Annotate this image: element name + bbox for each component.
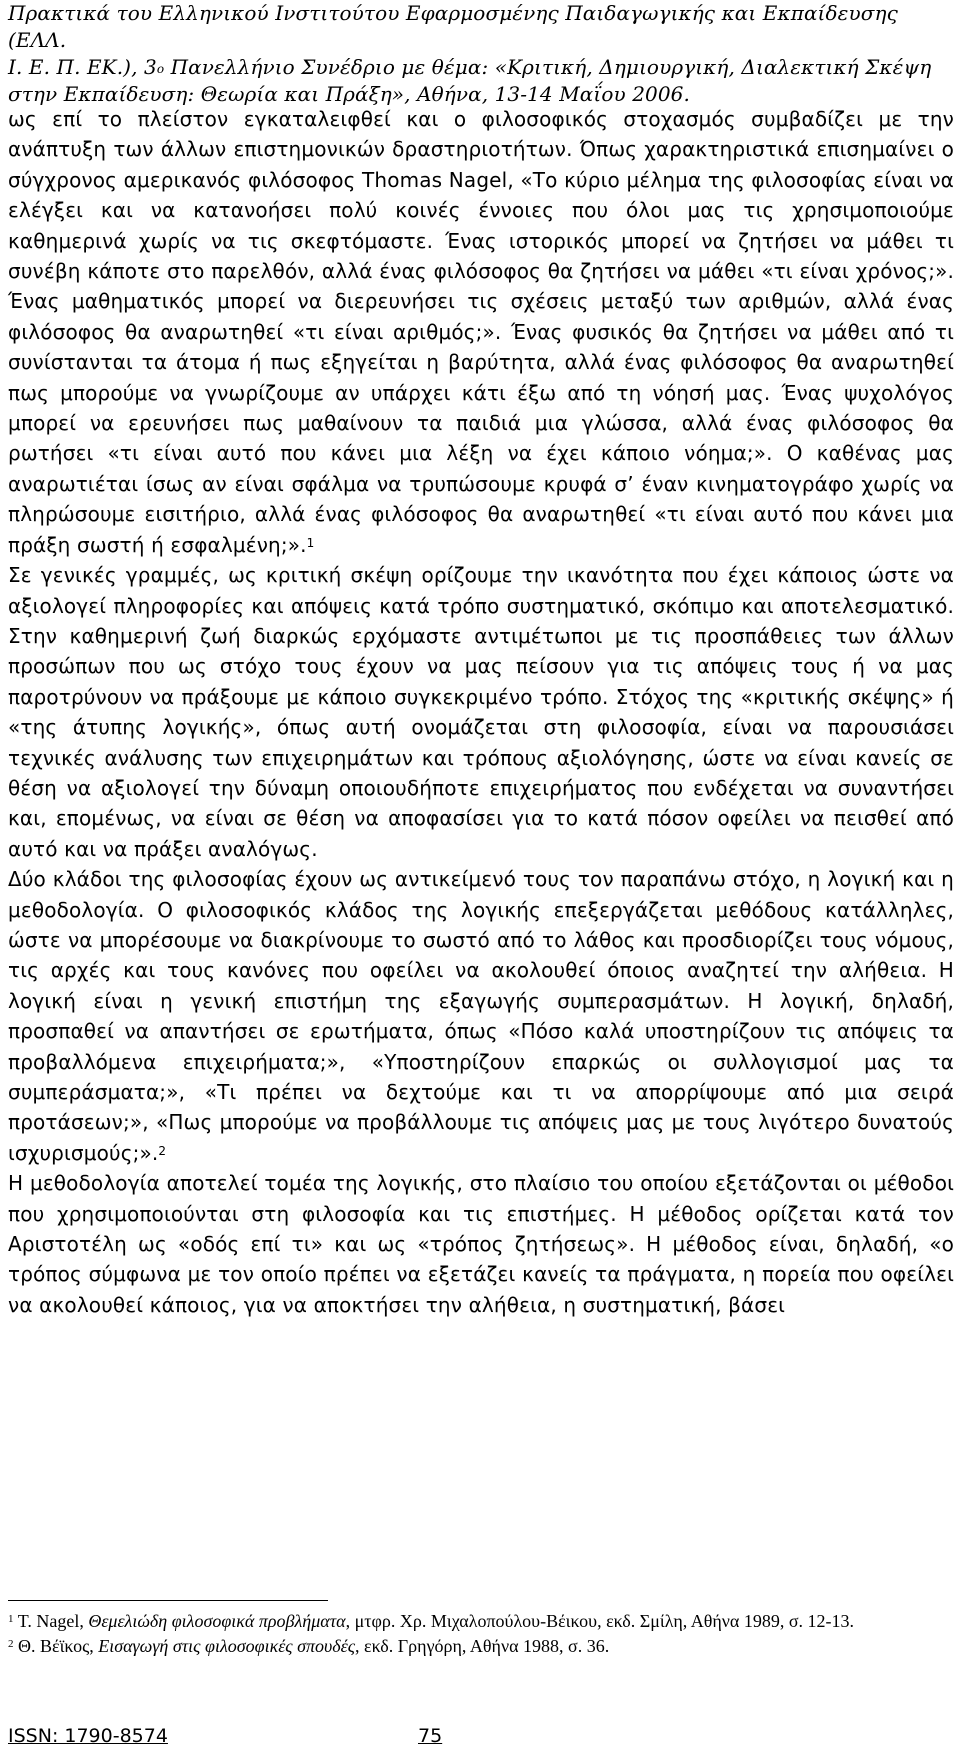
footnote-1 bbox=[8, 1610, 954, 1633]
issn-label: ISSN: 1790-8574 bbox=[8, 1725, 168, 1747]
paragraph-3 bbox=[8, 864, 954, 1168]
footnote-ref-1[interactable]: 1 bbox=[306, 535, 315, 550]
footnote-1-details: , μτφρ. Χρ. Μιχαλοπούλου-Βέικου, εκδ. Σμίλη, Αθήνα 1989, σ. 12-13. bbox=[345, 1611, 855, 1631]
running-header bbox=[8, 0, 953, 108]
paragraph-1-text: ως επί το πλείστον εγκαταλειφθεί και ο φιλοσοφικός στοχασμός συμβαδίζει με την ανάπτυξη των άλλων επιστημονικών δραστηριοτήτων. Όπως χαρακτηριστικά επισημαίνει ο σύγχρονος αμερικανός φιλόσοφος Thomas Nagel, «Το κύριο μέλημα της φιλοσοφίας είναι να ελέγξει και να κατανοήσει πολύ κοινές έννοιες που όλοι μας τις χρησιμοποιούμε καθημερινά χωρίς να τις σκεφτόμαστε. Ένας ιστορικός μπορεί να ζητήσει να μάθει τι συνέβη κάποτε στο παρελθόν, αλλά ένας φιλόσοφος θα ζητήσει να μάθει «τι είναι χρόνος;». Ένας μαθηματικός μπορεί να διερευνήσει τις σχέσεις μεταξύ των αριθμών, αλλά ένας φιλόσοφος θα αναρωτηθεί «τι είναι αριθμός;». Ένας φυσικός θα ζητήσει να μάθει από τι συνίστανται τα άτομα ή πως εξηγείται η βαρύτητα, αλλά ένας φιλόσοφος θα αναρωτηθεί πως μπορούμε να γνωρίζουμε αν υπάρχει κάτι έξω από τη νόησή μας. Ένας ψυχολόγος μπορεί να ερευνήσει πως μαθαίνουν τα παιδιά μια γλώσσα, αλλά ένας φιλόσοφος θα ρωτήσει «τι είναι αυτό που κάνει μια λέξη να έχει κάποιο νόημα;». Ο καθένας μας αναρωτιέται ίσως αν είναι σφάλμα να τρυπώσουμε κρυφά σ’ έναν κινηματογράφο χωρίς να πληρώσουμε εισιτήριο, αλλά ένας φιλόσοφος θα αναρωτηθεί «τι είναι αυτό που κάνει μια πράξη σωστή ή εσφαλμένη;». bbox=[8, 107, 954, 557]
page-footer bbox=[8, 1725, 608, 1755]
header-line-2 bbox=[8, 54, 953, 81]
page-number: 75 bbox=[418, 1725, 443, 1747]
paragraph-3-text: Δύο κλάδοι της φιλοσοφίας έχουν ως αντικείμενό τους τον παραπάνω στόχο, η λογική και η μεθοδολογία. Ο φιλοσοφικός κλάδος της λογικής επεξεργάζεται μεθόδους κατάλληλες, ώστε να μπορέσουμε να διακρίνουμε το σωστό από το λάθος και προσδιορίζει τους νόμους, τις αρχές και τους κανόνες που οφείλει να ακολουθεί όποιος αναζητεί την αλήθεια. Η λογική είναι η γενική επιστήμη της εξαγωγής συμπερασμάτων. Η λογική, δηλαδή, προσπαθεί να απαντήσει σε ερωτήματα, όπως «Πόσο καλά υποστηρίζουν τις απόψεις τα προβαλλόμενα επιχειρήματα;», «Υποστηρίζουν επαρκώς οι συλλογισμοί μας τα συμπεράσματα;», «Τι πρέπει να δεχτούμε και τι να απορρίψουμε από μια σειρά προτάσεων;», «Πως μπορούμε να προβάλλουμε τις απόψεις μας με τους λιγότερο δυνατούς ισχυρισμούς;». bbox=[8, 867, 954, 1165]
header-ordinal: ο bbox=[156, 62, 165, 76]
footnote-divider bbox=[8, 1600, 328, 1601]
header-line-3: στην Εκπαίδευση: Θεωρία και Πράξη», Αθήνα, 13-14 Μαΐου 2006. bbox=[8, 82, 690, 106]
body-text bbox=[8, 104, 954, 1320]
footnote-1-title: Θεμελιώδη φιλοσοφικά προβλήματα bbox=[88, 1611, 346, 1631]
paragraph-4: Η μεθοδολογία αποτελεί τομέα της λογικής, στο πλαίσιο του οποίου εξετάζονται οι μέθοδοι που χρησιμοποιούνται στη φιλοσοφία και τις επιστήμες. Η μέθοδος ορίζεται κατά τον Αριστοτέλη ως «οδός επί τι» και ως «τρόπος ζητήσεως». Η μέθοδος είναι, δηλαδή, «ο τρόπος σύμφωνα με τον οποίο πρέπει να εξετάζει κανείς τα πράγματα, η πορεία που οφείλει να ακολουθεί κάποιος, για να αποκτήσει την αλήθεια, η συστηματική, βάσει bbox=[8, 1171, 954, 1317]
footnote-1-number: 1 bbox=[8, 1613, 14, 1625]
header-line-2-start: Ι. Ε. Π. ΕΚ.), 3 bbox=[8, 55, 157, 79]
paragraph-2: Σε γενικές γραμμές, ως κριτική σκέψη ορίζουμε την ικανότητα που έχει κάποιος ώστε να αξιολογεί πληροφορίες και απόψεις κατά τρόπο συστηματικό, σκόπιμο και αποτελεσματικό. Στην καθημερινή ζωή διαρκώς ερχόμαστε αντιμέτωποι με τις προσπάθειες των άλλων προσώπων που ως στόχο τους έχουν να μας πείσουν για τις απόψεις τους ή να μας παροτρύνουν να πράξουμε με κάποιο συγκεκριμένο τρόπο. Στόχος της «κριτικής σκέψης» ή «της άτυπης λογικής», όπως αυτή ονομάζεται στη φιλοσοφία, είναι να παρουσιάσει τεχνικές ανάλυσης των επιχειρημάτων και τρόπους αξιολόγησης, ώστε να είναι κανείς σε θέση να αξιολογεί την δύναμη οποιουδήποτε επιχειρήματος που ενδέχεται να συναντήσει και, επομένως, να είναι σε θέση να αποφασίσει για το κατά πόσον οφείλει να πεισθεί από αυτό και να πράξει αναλόγως. bbox=[8, 563, 954, 861]
footnote-ref-2[interactable]: 2 bbox=[158, 1143, 167, 1158]
footnote-2 bbox=[8, 1635, 954, 1658]
footnote-1-author: Τ. Nagel, bbox=[17, 1611, 89, 1631]
footnote-2-author: Θ. Βέϊκος, bbox=[18, 1636, 99, 1656]
footnote-2-title: Εισαγωγή στις φιλοσοφικές σπουδές bbox=[98, 1636, 356, 1656]
header-line-2-end: Πανελλήνιο Συνέδριο με θέμα: «Κριτική, Δημιουργική, Διαλεκτική Σκέψη bbox=[164, 55, 932, 79]
footnote-2-number: 2 bbox=[8, 1638, 14, 1650]
header-line-1: Πρακτικά του Ελληνικού Ινστιτούτου Εφαρμοσμένης Παιδαγωγικής και Εκπαίδευσης (ΕΛΛ. bbox=[8, 1, 898, 52]
footnote-2-details: , εκδ. Γρηγόρη, Αθήνα 1988, σ. 36. bbox=[355, 1636, 610, 1656]
paragraph-1 bbox=[8, 104, 954, 560]
footnotes bbox=[8, 1610, 954, 1660]
